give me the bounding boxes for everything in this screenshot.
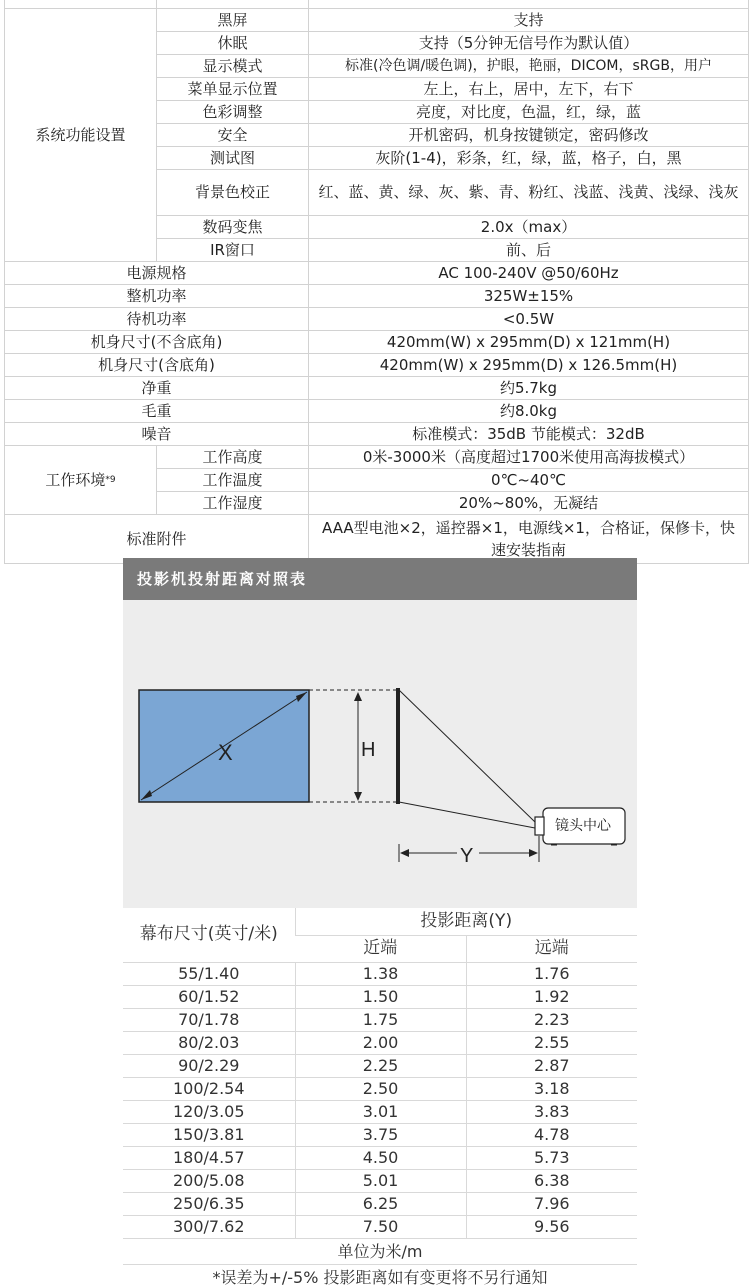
- spec-label: 噪音: [5, 422, 309, 445]
- spec-top-blank: [5, 0, 157, 8]
- projector-lens: [535, 817, 544, 835]
- spec-value: 2.0x（max）: [309, 215, 749, 238]
- spec-value: 红、蓝、黄、绿、灰、紫、青、粉红、浅蓝、浅黄、浅绿、浅灰: [309, 169, 749, 215]
- near-cell: 7.50: [295, 1215, 466, 1238]
- table-row: [123, 1215, 637, 1238]
- projection-diagram: [123, 600, 637, 908]
- far-cell: 3.83: [466, 1100, 637, 1123]
- spec-value: 20%~80%，无凝结: [309, 491, 749, 514]
- spec-value: 约8.0kg: [309, 399, 749, 422]
- col-near-header: 近端: [295, 935, 466, 962]
- far-cell: 1.76: [466, 962, 637, 985]
- spec-value: 支持: [309, 8, 749, 31]
- near-cell: 2.00: [295, 1031, 466, 1054]
- near-cell: 3.01: [295, 1100, 466, 1123]
- far-cell: 2.87: [466, 1054, 637, 1077]
- col-distance-header: 投影距离(Y): [295, 908, 637, 935]
- screen-size-cell: 200/5.08: [123, 1169, 295, 1192]
- lens-center-label: 镜头中心: [555, 818, 611, 834]
- far-cell: 7.96: [466, 1192, 637, 1215]
- spec-value: <0.5W: [309, 307, 749, 330]
- spec-value: 420mm(W) x 295mm(D) x 121mm(H): [309, 330, 749, 353]
- spec-value: AAA型电池×2，遥控器×1，电源线×1，合格证，保修卡，快速安装指南: [309, 514, 749, 563]
- y-arrow-left: [400, 849, 409, 857]
- spec-label: 菜单显示位置: [157, 77, 309, 100]
- spec-value: 前、后: [309, 238, 749, 261]
- col-screen-size-header: 幕布尺寸(英寸/米): [123, 908, 295, 962]
- env-footnote-mark: *9: [105, 474, 116, 485]
- spec-value: 0米-3000米（高度超过1700米使用高海拔模式）: [309, 445, 749, 468]
- table-row: [123, 1169, 637, 1192]
- near-cell: 6.25: [295, 1192, 466, 1215]
- near-cell: 1.50: [295, 985, 466, 1008]
- spec-value: 325W±15%: [309, 284, 749, 307]
- near-cell: 3.75: [295, 1123, 466, 1146]
- far-cell: 9.56: [466, 1215, 637, 1238]
- screen-size-cell: 60/1.52: [123, 985, 295, 1008]
- y-label: Y: [460, 845, 474, 867]
- spec-label: 休眠: [157, 31, 309, 54]
- spec-label: 工作高度: [157, 445, 309, 468]
- distance-table: [123, 908, 637, 1288]
- screen-size-cell: 90/2.29: [123, 1054, 295, 1077]
- table-row: [123, 1146, 637, 1169]
- spec-label: 黑屏: [157, 8, 309, 31]
- table-row: [123, 985, 637, 1008]
- h-arrow-top: [354, 692, 362, 701]
- table-row: [123, 1100, 637, 1123]
- spec-value: 420mm(W) x 295mm(D) x 126.5mm(H): [309, 353, 749, 376]
- spec-group-environment: [5, 445, 157, 514]
- x-label: X: [218, 740, 233, 765]
- spec-value: 亮度，对比度，色温，红，绿，蓝: [309, 100, 749, 123]
- near-cell: 2.25: [295, 1054, 466, 1077]
- spec-label: 工作湿度: [157, 491, 309, 514]
- spec-value: 0℃~40℃: [309, 468, 749, 491]
- spec-group-system: 系统功能设置: [5, 8, 157, 261]
- spec-value: 约5.7kg: [309, 376, 749, 399]
- near-cell: 5.01: [295, 1169, 466, 1192]
- spec-label: 电源规格: [5, 261, 309, 284]
- far-cell: 2.55: [466, 1031, 637, 1054]
- spec-label: 安全: [157, 123, 309, 146]
- spec-value: 灰阶(1-4)，彩条，红，绿，蓝，格子，白，黑: [309, 146, 749, 169]
- distance-table-body: [123, 908, 637, 1288]
- spec-value: 左上，右上，居中，左下，右下: [309, 77, 749, 100]
- spec-label: IR窗口: [157, 238, 309, 261]
- near-cell: 4.50: [295, 1146, 466, 1169]
- spec-label: 整机功率: [5, 284, 309, 307]
- table-row: [123, 1192, 637, 1215]
- screen-size-cell: 80/2.03: [123, 1031, 295, 1054]
- table-row: [123, 1054, 637, 1077]
- spec-label: 毛重: [5, 399, 309, 422]
- screen-size-cell: 250/6.35: [123, 1192, 295, 1215]
- spec-label: 色彩调整: [157, 100, 309, 123]
- spec-label: 显示模式: [157, 54, 309, 77]
- spec-label: 待机功率: [5, 307, 309, 330]
- table-row: [123, 1031, 637, 1054]
- spec-label: 测试图: [157, 146, 309, 169]
- spec-table: [4, 0, 748, 559]
- spec-top-blank: [309, 0, 749, 8]
- screen-size-cell: 180/4.57: [123, 1146, 295, 1169]
- cone-bottom: [399, 802, 535, 828]
- unit-note: 单位为米/m: [123, 1238, 637, 1264]
- spec-label: 背景色校正: [157, 169, 309, 215]
- spec-label: 机身尺寸(不含底角): [5, 330, 309, 353]
- spec-value: 标准(冷色调/暖色调)，护眼，艳丽，DICOM，sRGB，用户: [309, 54, 749, 77]
- far-cell: 6.38: [466, 1169, 637, 1192]
- spec-top-blank: [157, 0, 309, 8]
- spec-value: 开机密码，机身按键锁定，密码修改: [309, 123, 749, 146]
- table-row: [123, 1123, 637, 1146]
- spec-label: 标准附件: [5, 514, 309, 563]
- spec-label: 机身尺寸(含底角): [5, 353, 309, 376]
- h-arrow-bottom: [354, 792, 362, 801]
- screen-size-cell: 300/7.62: [123, 1215, 295, 1238]
- spec-label: 工作温度: [157, 468, 309, 491]
- h-label: H: [361, 739, 376, 761]
- spec-label: 数码变焦: [157, 215, 309, 238]
- screen-size-cell: 150/3.81: [123, 1123, 295, 1146]
- near-cell: 2.50: [295, 1077, 466, 1100]
- error-note: *误差为+/-5% 投影距离如有变更将不另行通知: [212, 1267, 548, 1287]
- screen-size-cell: 70/1.78: [123, 1008, 295, 1031]
- table-row: [123, 962, 637, 985]
- spec-table-body: [5, 0, 749, 563]
- col-far-header: 远端: [466, 935, 637, 962]
- screen-size-cell: 120/3.05: [123, 1100, 295, 1123]
- cone-top: [399, 690, 535, 822]
- env-group-label: 工作环境: [45, 470, 106, 489]
- far-cell: 2.23: [466, 1008, 637, 1031]
- projection-section: [123, 558, 637, 1288]
- y-arrow-right: [529, 849, 538, 857]
- projection-title: 投影机投射距离对照表: [123, 558, 637, 600]
- far-cell: 5.73: [466, 1146, 637, 1169]
- spec-value: 标准模式：35dB 节能模式：32dB: [309, 422, 749, 445]
- screen-size-cell: 100/2.54: [123, 1077, 295, 1100]
- screen-size-cell: 55/1.40: [123, 962, 295, 985]
- far-cell: 1.92: [466, 985, 637, 1008]
- projection-diagram-svg: [123, 600, 637, 908]
- far-cell: 4.78: [466, 1123, 637, 1146]
- spec-label: 净重: [5, 376, 309, 399]
- near-cell: 1.38: [295, 962, 466, 985]
- spec-value: 支持（5分钟无信号作为默认值）: [309, 31, 749, 54]
- far-cell: 3.18: [466, 1077, 637, 1100]
- spec-value: AC 100-240V @50/60Hz: [309, 261, 749, 284]
- table-row: [123, 1077, 637, 1100]
- near-cell: 1.75: [295, 1008, 466, 1031]
- table-row: [123, 1008, 637, 1031]
